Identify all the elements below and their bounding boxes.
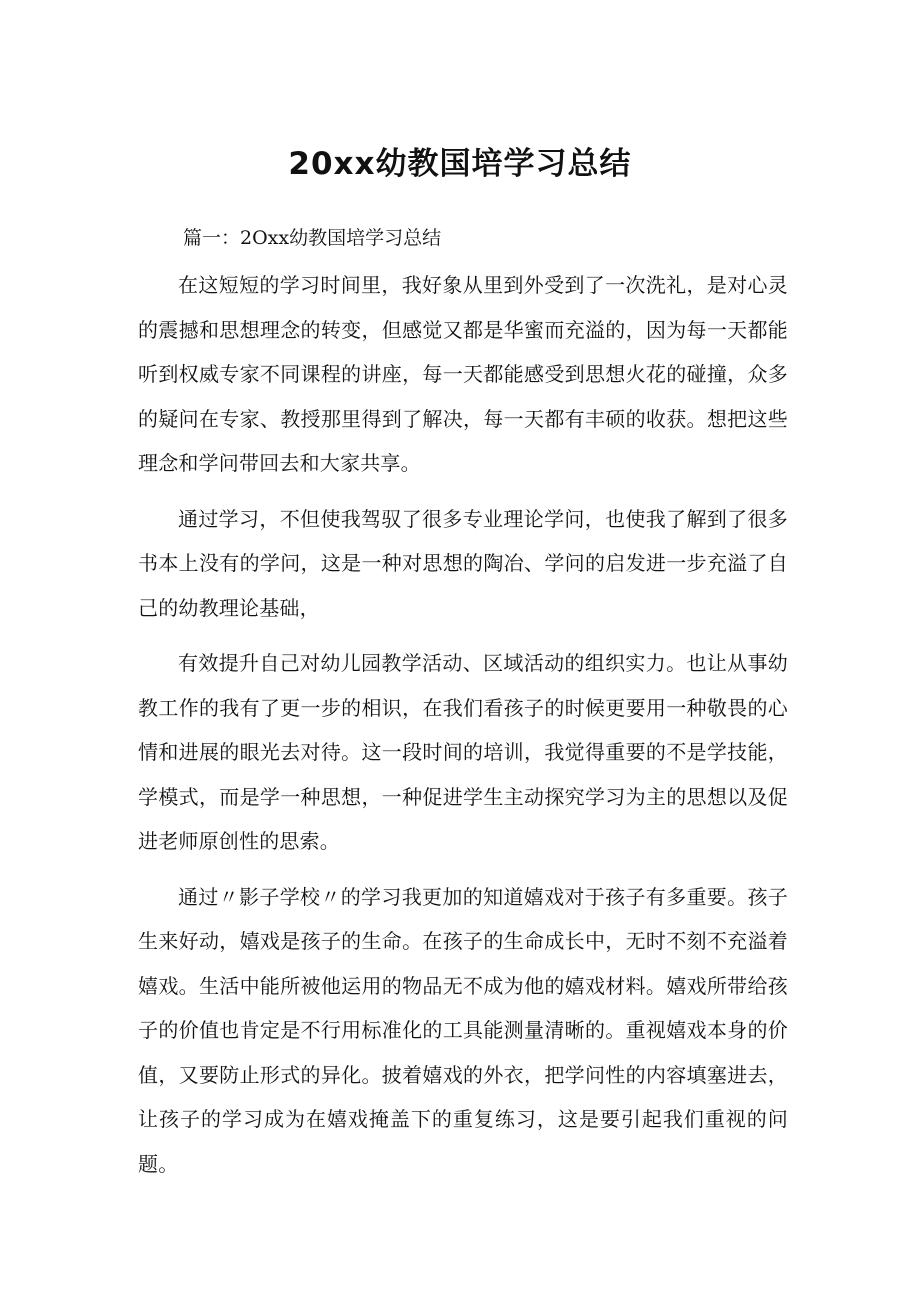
- document-body: [138, 263, 788, 1186]
- paragraph-3: 有效提升自己对幼儿园教学活动、区域活动的组织实力。也让从事幼教工作的我有了更一步的相识，在我们看孩子的时候更要用一种敬畏的心情和进展的眼光去对待。这一段时间的培训，我觉得重要的不是学技能，学模式，而是学一种思想，一种促进学生主动探究学习为主的思想以及促进老师原创性的思索。: [138, 651, 788, 853]
- document-subtitle: 篇一：2Oxx幼教国培学习总结: [183, 227, 442, 249]
- paragraph-4: 通过〃影子学校〃的学习我更加的知道嬉戏对于孩子有多重要。孩子生来好动，嬉戏是孩子的生命。在孩子的生命成长中，无时不刻不充溢着嬉戏。生活中能所被他运用的物品无不成为他的嬉戏材料。嬉戏所带给孩子的价值也肯定是不行用标准化的工具能测量清晰的。重视嬉戏本身的价值，又要防止形式的异化。披着嬉戏的外衣，把学问性的内容填塞进去，让孩子的学习成为在嬉戏掩盖下的重复练习，这是要引起我们重视的问题。: [138, 884, 788, 1176]
- paragraph-1: 在这短短的学习时间里，我好象从里到外受到了一次洗礼，是对心灵的震撼和思想理念的转变，但感觉又都是华蜜而充溢的，因为每一天都能听到权威专家不同课程的讲座，每一天都能感受到思想火花的碰撞，众多的疑问在专家、教授那里得到了解决，每一天都有丰硕的收获。想把这些理念和学问带回去和大家共享。: [138, 273, 788, 475]
- paragraph-2: 通过学习，不但使我驾驭了很多专业理论学问，也使我了解到了很多书本上没有的学问，这是一种对思想的陶冶、学问的启发进一步充溢了自己的幼教理论基础，: [138, 506, 788, 620]
- document-title: 20xx幼教国培学习总结: [288, 146, 632, 182]
